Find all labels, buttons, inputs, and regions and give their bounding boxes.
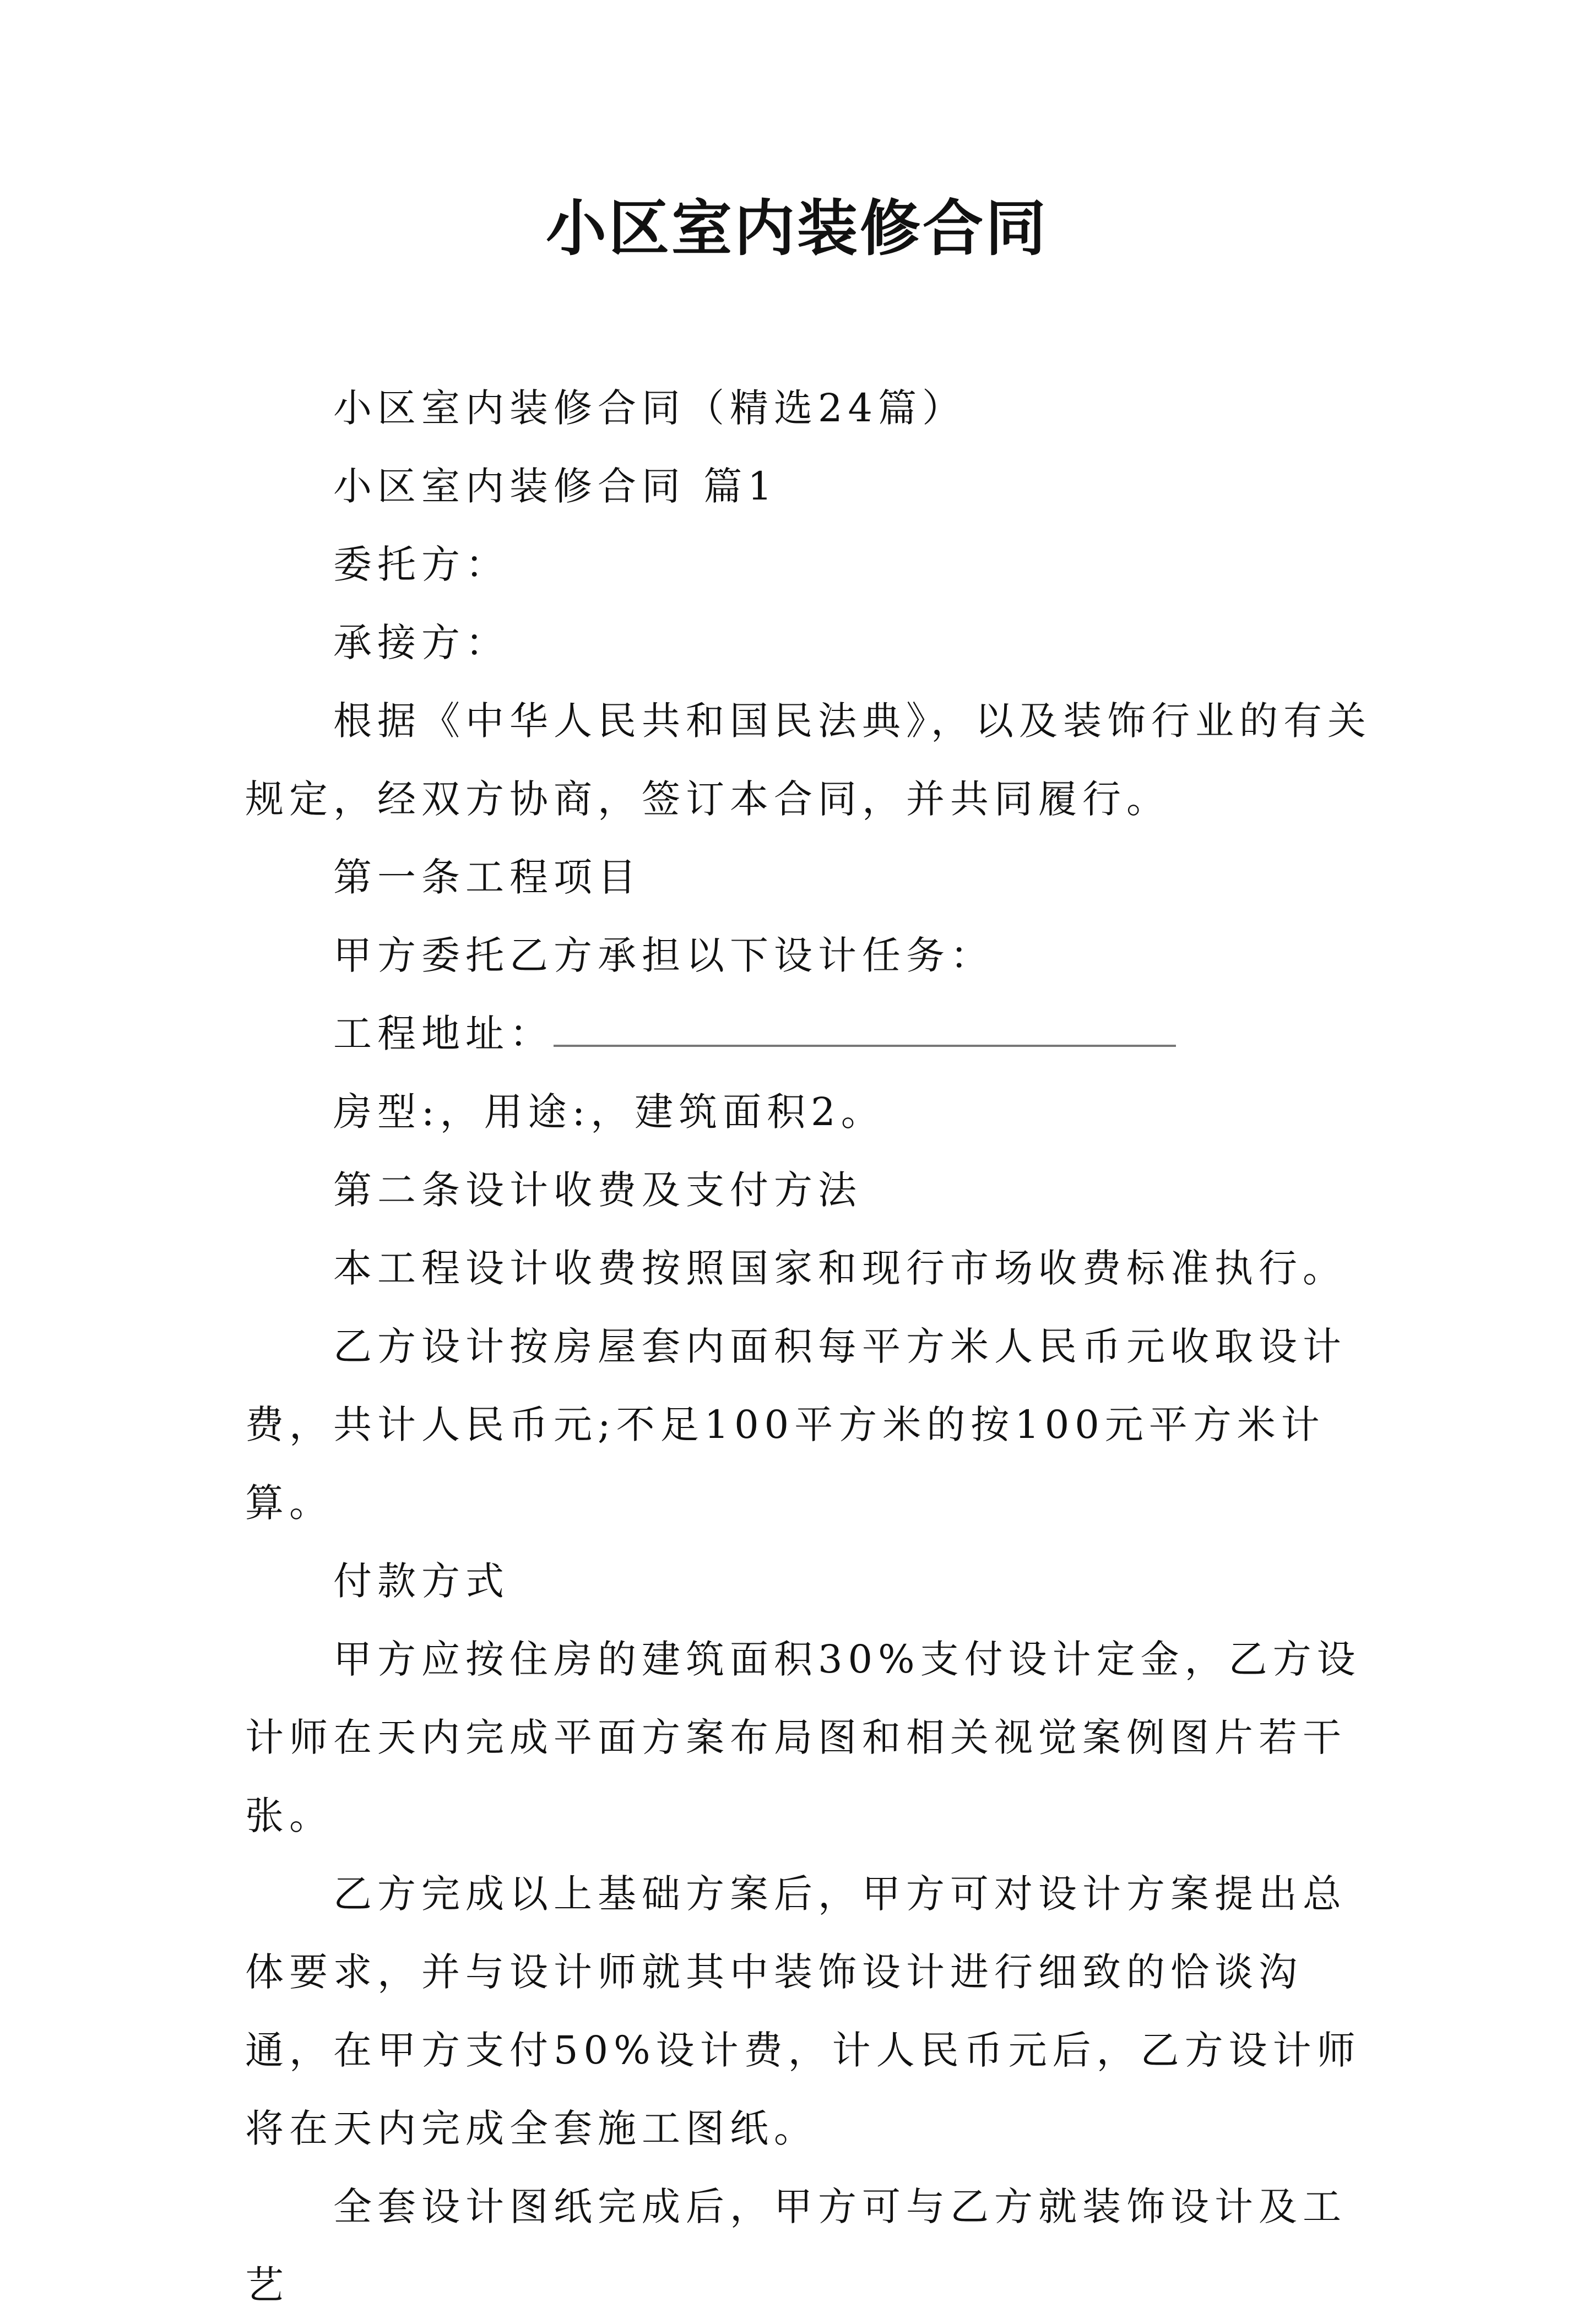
paragraph-design-task: 甲方委托乙方承担以下设计任务： bbox=[333, 933, 994, 978]
paragraph-payment-method: 付款方式 bbox=[333, 1559, 509, 1604]
address-blank-line bbox=[554, 995, 1176, 1047]
document-body bbox=[245, 369, 1374, 2324]
paragraph-house-type: 房型:，用途:，建筑面积2。 bbox=[333, 1089, 885, 1134]
paragraph-client: 委托方： bbox=[333, 542, 509, 587]
paragraph-project-address bbox=[245, 995, 1374, 1073]
paragraph-fee-calculation: 乙方设计按房屋套内面积每平方米人民币元收取设计费，共计人民币元;不足100平方米的按100元平方米计算。 bbox=[245, 1324, 1347, 1525]
paragraph-subtitle: 小区室内装修合同（精选24篇） bbox=[333, 385, 967, 431]
paragraph-section-heading: 小区室内装修合同 篇1 bbox=[333, 464, 778, 509]
paragraph-fee-standard: 本工程设计收费按照国家和现行市场收费标准执行。 bbox=[333, 1246, 1347, 1291]
document-title: 小区室内装修合同 bbox=[546, 193, 1048, 264]
paragraph-preamble: 根据《中华人民共和国民法典》，以及装饰行业的有关规定，经双方协商，签订本合同，并共同履行。 bbox=[245, 698, 1371, 822]
paragraph-contractor: 承接方： bbox=[333, 620, 509, 665]
paragraph-basic-plan: 乙方完成以上基础方案后，甲方可对设计方案提出总体要求，并与设计师就其中装饰设计进行细致的恰谈沟通，在甲方支付50%设计费，计人民币元后，乙方设计师将在天内完成全套施工图纸。 bbox=[245, 1871, 1361, 2151]
paragraph-article-2: 第二条设计收费及支付方法 bbox=[333, 1168, 862, 1213]
paragraph-article-1: 第一条工程项目 bbox=[333, 855, 642, 900]
paragraph-deposit: 甲方应按住房的建筑面积30%支付设计定金，乙方设计师在天内完成平面方案布局图和相关视觉案例图片若干张。 bbox=[245, 1637, 1361, 1838]
address-label: 工程地址： bbox=[333, 1011, 554, 1056]
paragraph-full-drawings: 全套设计图纸完成后，甲方可与乙方就装饰设计及工艺 bbox=[245, 2184, 1347, 2307]
